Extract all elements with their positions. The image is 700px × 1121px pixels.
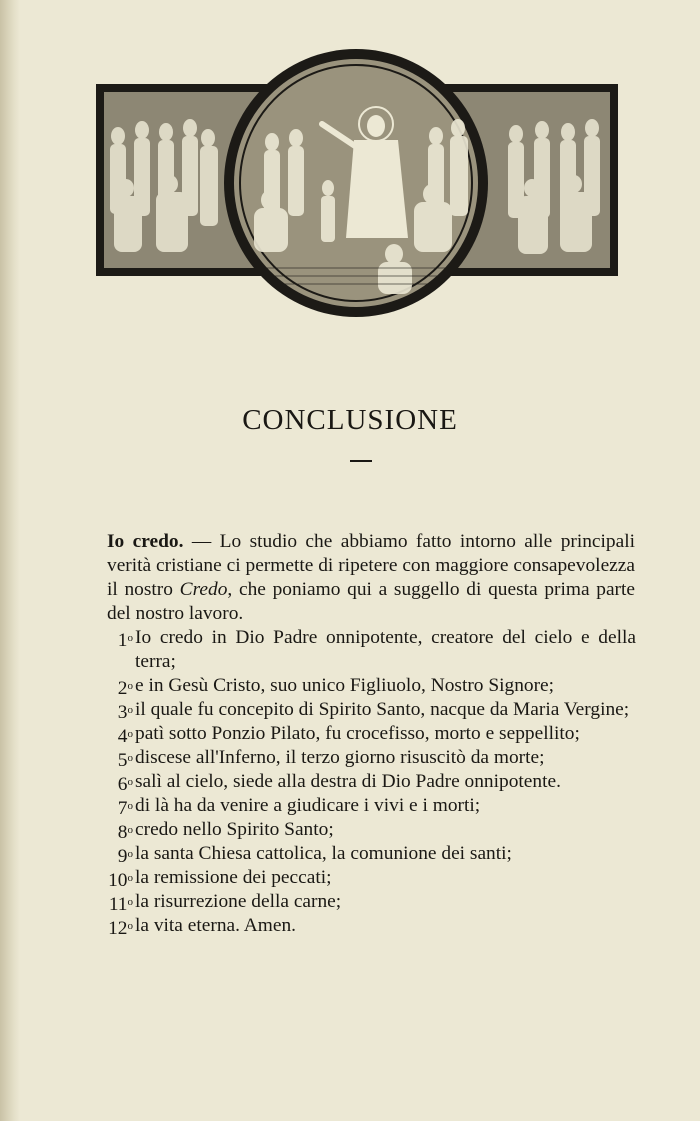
intro-text-a: — Lo studio che abbiamo fatto intorno alle principali verità cristiane ci permette di ripetere con maggiore consapevolezza il nostro: [107, 531, 635, 600]
article-text: Io credo in Dio Padre onnipotente, creatore del cielo e della terra;: [135, 627, 636, 672]
article-text: patì sotto Ponzio Pilato, fu crocefisso, morto e seppellito;: [135, 723, 580, 744]
article-text: e in Gesù Cristo, suo unico Figliuolo, Nostro Signore;: [135, 675, 555, 696]
article-number: 6$^o$: [117, 774, 133, 795]
creed-article: [100, 746, 636, 770]
article-number: 10$^o$: [108, 870, 133, 891]
article-number: 2$^o$: [117, 678, 133, 699]
article-text: la santa Chiesa cattolica, la comunione dei santi;: [135, 843, 512, 864]
article-text: il quale fu concepito di Spirito Santo, nacque da Maria Vergine;: [135, 699, 630, 720]
page-gutter-shadow: [0, 0, 20, 1121]
article-number: 9$^o$: [117, 846, 133, 867]
intro-paragraph: [107, 530, 635, 626]
article-number: 1$^o$: [117, 630, 133, 651]
article-text: discese all'Inferno, il terzo giorno risuscitò da morte;: [135, 747, 545, 768]
article-text: la risurrezione della carne;: [135, 891, 342, 912]
engraving-vignette: [96, 48, 618, 318]
article-number: 3$^o$: [117, 702, 133, 723]
intro-lead: Io credo.: [107, 531, 184, 552]
article-text: credo nello Spirito Santo;: [135, 819, 334, 840]
creed-article: [100, 722, 636, 746]
title-rule: [350, 460, 372, 462]
creed-article: [100, 866, 636, 890]
chapter-title: CONCLUSIONE: [242, 404, 458, 436]
article-number: 8$^o$: [117, 822, 133, 843]
article-text: di là ha da venire a giudicare i vivi e i morti;: [135, 795, 481, 816]
article-number: 7$^o$: [117, 798, 133, 819]
article-number: 4$^o$: [117, 726, 133, 747]
article-number: 12$^o$: [108, 918, 133, 939]
article-number: 5$^o$: [117, 750, 133, 771]
creed-article: [100, 890, 636, 914]
creed-article: [100, 794, 636, 818]
creed-list: [100, 626, 636, 938]
intro-text-b: , che poniamo qui a suggello di questa prima parte del nostro lavoro.: [107, 579, 636, 624]
creed-article: [100, 770, 636, 794]
article-number: 11$^o$: [108, 894, 133, 915]
intro-emphasis: Credo: [179, 579, 228, 600]
creed-article: [100, 674, 636, 698]
article-text: salì al cielo, siede alla destra di Dio Padre onnipotente.: [135, 771, 561, 792]
article-text: la remissione dei peccati;: [135, 867, 332, 888]
creed-article: [100, 914, 636, 938]
creed-article: [100, 818, 636, 842]
creed-article: [100, 698, 636, 722]
article-text: la vita eterna. Amen.: [135, 915, 296, 936]
creed-article: [100, 626, 636, 674]
creed-article: [100, 842, 636, 866]
